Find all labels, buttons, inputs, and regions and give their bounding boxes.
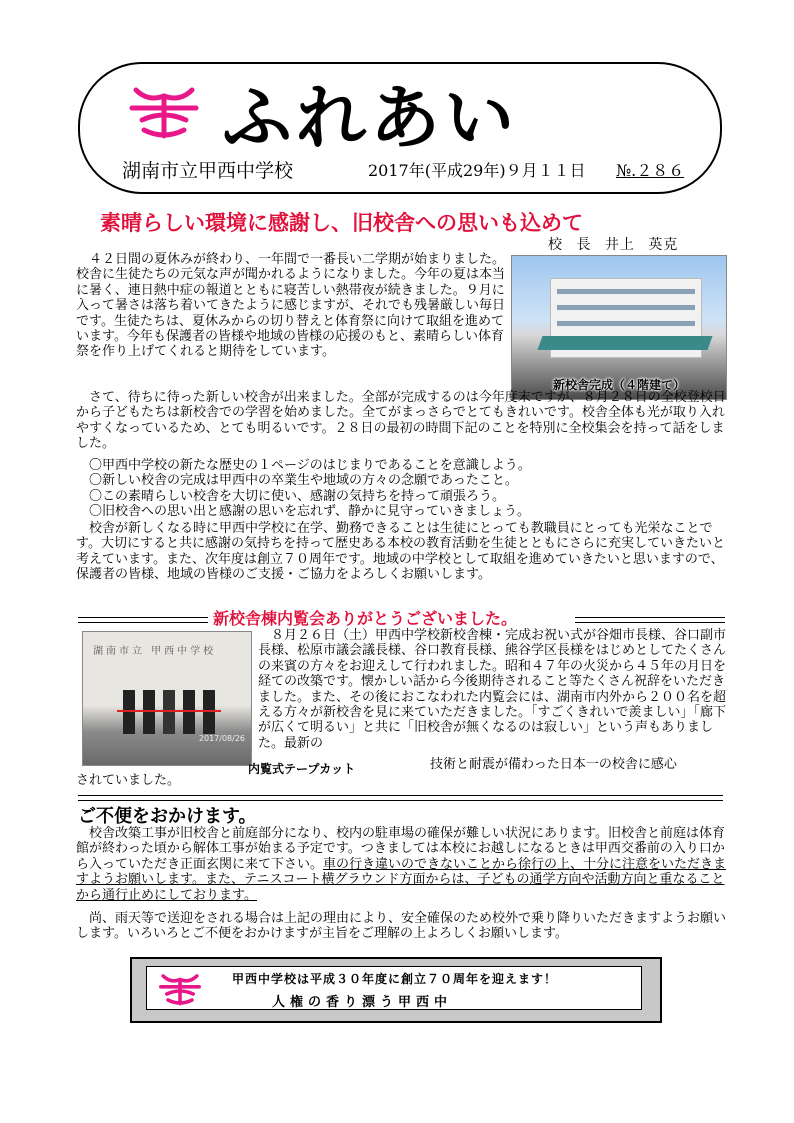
underlined-notice: テニスコート横グラウンド方面からは、子どもの通学方向や活動方向と重なることから通行止めにしております。: [76, 872, 725, 903]
text-segment: 校舎改築工事が旧校舎と前庭部分になり、校内の駐車場の確保が難しい状況にあります。旧校舎と前庭は体育館が終わった頃から解体工事が始まる予定です。つきましては本校にお越しになるときは甲西交番前の入り口から入っていただき正面玄関に来て下さい。: [76, 826, 725, 872]
school-emblem-icon: [128, 80, 200, 140]
list-item: 〇甲西中学校の新たな歴史の１ページのはじまりであることを意識しよう。: [89, 458, 531, 473]
article1-paragraph-3: 校舎が新しくなる時に甲西中学校に在学、勤務できることは生徒にとっても教職員にとっても光栄なことです。大切にすると共に感謝の気持ちを持って歴史ある本校の教育活動を生徒とともにさらに充実していきたいと考えています。また、次年度は創立７０周年です。地域の中学校として取組を進めていきたいと思いますので、保護者の皆様、地域の皆様のご支援・ご協力をよろしくお願いします。: [76, 521, 725, 583]
new-school-building-photo: [511, 255, 727, 400]
list-item: 〇新しい校舎の完成は甲西中の卒業生や地域の方々の念願であったこと。: [89, 473, 518, 489]
article1-heading: 素晴らしい環境に感謝し、旧校舎への思いも込めて: [100, 211, 583, 235]
section-divider-left: [78, 617, 208, 623]
ribbon-cutting-photo: [82, 631, 252, 766]
issue-number: №.２８６: [616, 161, 685, 180]
article1-paragraph-1: ４２日間の夏休みが終わり、一年間で一番長い二学期が始まりました。校舎に生徒たちの元気な声が聞かれるようになりました。今年の夏は本当に暑く、連日熱中症の報道とともに寝苦しい熱帯夜が続きました。９月に入って暑さは落ち着いてきたように感じますが、それでも残暑厳しい毎日です。生徒たちは、夏休みからの切り替えと体育祭に向けて取組を進めています。今年も保護者の皆様や地域の皆様の応援のもと、素晴らしい体育祭を作り上げてくれると期待をしています。: [76, 252, 506, 360]
article2-paragraph-3: されていました。: [76, 773, 181, 788]
article3-heading: ご不便をおかけます。: [78, 806, 257, 827]
article1-author: 校 長 井上 英克: [548, 237, 679, 253]
school-emblem-icon: [158, 970, 202, 1006]
article3-paragraph-1: [76, 826, 728, 903]
photo1-caption: 新校舎完成（４階建て）: [552, 378, 685, 392]
article2-heading: 新校舎棟内覧会ありがとうございました。: [213, 609, 518, 628]
banner-line-2: 人権の香り漂う甲西中: [272, 995, 453, 1010]
banner-line-1: 甲西中学校は平成３０年度に創立７０周年を迎えます！: [232, 972, 558, 986]
newsletter-title: ふれあい: [222, 76, 518, 159]
list-item: 〇この素晴らしい校舎を大切に使い、感謝の気持ちを持って頑張ろう。: [89, 488, 506, 504]
section-divider-right: [575, 617, 725, 623]
school-name: 湖南市立甲西中学校: [122, 160, 294, 182]
article3-paragraph-2: 尚、雨天等で送迎をされる場合は上記の理由により、安全確保のため校外で乗り降りいただきますようお願いします。いろいろとご不便をおかけますが主旨をご理解の上よろしくお願いします。: [76, 911, 727, 942]
article2-paragraph-1: ８月２６日（土）甲西中学校新校舎棟・完成お祝い式が谷畑市長様、谷口副市長様、松原市議会議長様、谷口教育長様、熊谷学区長様をはじめとしてたくさんの来賓の方々をお迎えして行われました。昭和４７年の火災から４５年の月日を経ての改築です。懐かしい話から今後期待されること等たくさん祝辞をいただきました。また、その後におこなわれた内覧会には、湖南市内外から２００名を超える方々が新校舎を見に来ていただきました。「すごくきれいで羨ましい」「廊下が広くて明るい」と共に「旧校舎が無くなるのは寂しい」という声もありました。最新の: [258, 628, 727, 751]
article1-bullet-list: [76, 458, 726, 520]
photo2-date: 2017/08/26: [198, 734, 245, 743]
article2-paragraph-2: 技術と耐震が備わった日本一の校舎に感心: [430, 757, 677, 772]
underlined-notice: 車の行き違いのできないことから徐行の上、十分に注意をいただきますようお願いします。また、: [76, 856, 727, 888]
list-item: 〇旧校舎への思い出と感謝の思いを忘れず、静かに見守っていきましょう。: [89, 504, 530, 520]
photo2-caption: 内覧式テープカット: [248, 762, 356, 776]
entrance-roof: [537, 336, 712, 350]
people-group: [123, 690, 215, 734]
issue-date: 2017年(平成29年)９月１１日: [368, 161, 586, 180]
section-divider: [78, 795, 723, 801]
article1-paragraph-2: さて、待ちに待った新しい校舎が出来ました。全部が完成するのは今年度末ですが、８月２８日の全校登校日から子どもたちは新校舎での学習を始めました。全てがまっさらでとてもきれいです。校舎全体も光が取り入れやすくなっているため、とても明るいです。２８日の最初の時間下記のことを特別に全校集会を持って話をしました。: [76, 390, 726, 452]
photo2-sign: 湖南市立 甲西中学校: [93, 646, 217, 657]
